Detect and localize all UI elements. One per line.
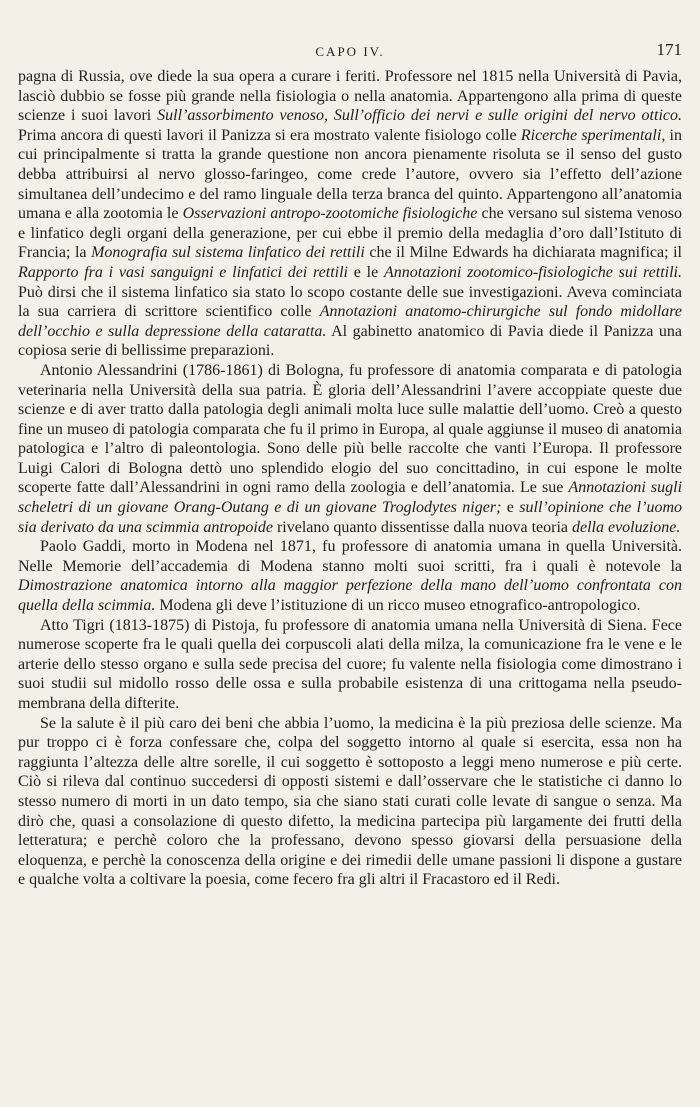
italic-title-text: della evoluzione.	[571, 518, 681, 536]
paragraph	[18, 67, 682, 361]
page-header	[18, 40, 682, 64]
italic-title-text: Ricerche sperimentali,	[520, 126, 666, 144]
paragraph	[18, 361, 682, 537]
text-run: che il Milne Edwards ha dichiarata magnifica; il	[364, 244, 682, 262]
text-run: pagna di Russia, ove diede la sua opera a curare i feriti. Professore nel 1815 nella Università di Pavia, lasciò dubbio se fosse più grande nella fisiologia o nella anatomia. Appartengono alla prima di queste scienze i suoi lavori	[18, 68, 682, 125]
text-run: Atto Tigri (1813-1875) di Pistoja, fu professore di anatomia umana nella Università di Siena. Fece numerose scoperte fra le quali quella dei corpuscoli alati della milza, la comunicazione fra le vene e le arterie dello stesso organo e sulla sede precisa del cuore; fu valente nella fisiologia come dimostrano i suoi studii sul midollo rosso delle ossa e sulla probabile esistenza di una crittogama nella pseudo-membrana della difterite.	[18, 616, 682, 712]
text-run: Al gabinetto anatomico di Pavia diede il Panizza una copiosa serie di bellissime preparazioni.	[18, 322, 682, 360]
body-text	[18, 67, 682, 890]
text-run: Prima ancora di questi lavori il Panizza si era mostrato valente fisiologo colle	[18, 126, 521, 144]
text-run: e	[501, 499, 520, 517]
text-run: Se la salute è il più caro dei beni che abbia l’uomo, la medicina è la più preziosa delle scienze. Ma pur troppo ci è forza confessare che, colpa del soggetto intorno al quale si esercita, essa non ha raggiunta l’altezza delle altre sorelle, il cui soggetto è sottoposto a leggi meno numerose e più certe. Ciò si rileva dal continuo succedersi di opposti sistemi e dall’osservare che le statistiche ci danno lo stesso numero di morti in un dato tempo, sia che siano stati curati colle levate di sangue o senza. Ma dirò che, quasi a consolazione di questo difetto, la medicina partecipa più largamente dei frutti della letteratura; e perchè coloro che la professano, devono spesso giovarsi della persuasione della eloquenza, e perchè la conoscenza della origine e dei rimedii delle umane passioni li dispone a gustare e qualche volta a coltivare la poesia, come fecero fra gli altri il Fracastoro ed il Redi.	[18, 714, 682, 889]
italic-title-text: Osservazioni antropo-zootomiche fisiologiche	[182, 205, 478, 223]
italic-title-text: Annotazioni sugli scheletri di un giovane Orang-Outang e di un giovane Troglodytes niger;	[18, 479, 683, 517]
text-run: Modena gli deve l’istituzione di un ricco museo etnografico-antropologico.	[155, 597, 641, 615]
paragraph	[18, 714, 682, 890]
italic-title-text: Dimostrazione anatomica intorno alla maggior perfezione della mano dell’uomo confrontata con quella della scimmia.	[18, 577, 682, 615]
italic-title-text: Annotazioni zootomico-fisiologiche sui rettili.	[383, 263, 683, 281]
text-run: Antonio Alessandrini (1786-1861) di Bologna, fu professore di anatomia comparata e di patologia veterinaria nella Università della sua patria. È gloria dell’Alessandrini l’avere accoppiate queste due scienze e di aver tratto dalla patologia degli animali molta luce sulle malattie dell’uomo. Creò a questo fine un museo di patologia comparata che fu il primo in Europa, al quale aggiunse il museo di anatomia patologica e l’altro di paleontologia. Sono delle più belle raccolte che vanti l’Europa. Il professore Luigi Calori di Bologna dettò uno splendido elogio del suo concittadino, in cui espone le molte scoperte fatte dall’Alessandrini in ogni ramo della zoologia e dell’anatomia. Le sue	[18, 361, 682, 497]
page-number: 171	[656, 40, 682, 59]
paragraph	[18, 616, 682, 714]
text-run: che versano sul sistema venoso e linfatico degli organi della generazione, per cui ebbe il premio della medaglia d’oro dall’Istituto di Francia; la	[18, 205, 682, 262]
text-run: Può dirsi che il sistema linfatico sia stato lo scopo costante delle sue investigazioni. Aveva cominciata la sua carriera di scrittore scientifico colle	[18, 283, 682, 321]
italic-title-text: Annotazioni anatomo-chirurgiche sul fondo midollare dell’occhio e sulla depressione della cataratta.	[18, 303, 683, 340]
italic-title-text: Monografia sul sistema linfatico dei rettili	[91, 244, 365, 262]
text-run: Paolo Gaddi, morto in Modena nel 1871, fu professore di anatomia umana in quella Università. Nelle Memorie dell’accademia di Modena stanno molti suoi scritti, fra i quali è notevole la	[18, 538, 682, 575]
paragraph	[18, 537, 682, 615]
text-run: rivelano quanto dissentisse dalla nuova teoria	[272, 518, 572, 536]
italic-title-text: Rapporto fra i vasi sanguigni e linfatici dei rettili	[18, 263, 348, 281]
running-head: CAPO IV.	[315, 44, 385, 59]
italic-title-text: Sull’assorbimento venoso, Sull’officio dei nervi e sulle origini del nervo ottico.	[157, 107, 682, 125]
italic-title-text: sull’opinione che l’uomo sia derivato da una scimmia antropoide	[18, 499, 682, 536]
text-run: e le	[348, 263, 384, 281]
text-run: in cui principalmente si tratta la grande questione non ancora pienamente risoluta se il senso del gusto debba attribuirsi al nervo glosso-faringeo, come crede l’autore, ovvero sia l’effetto dell’azione simultanea dell’undecimo e del ramo linguale della terza branca del quinto. Appartengono all’anatomia umana e alla zootomia le	[18, 126, 683, 223]
